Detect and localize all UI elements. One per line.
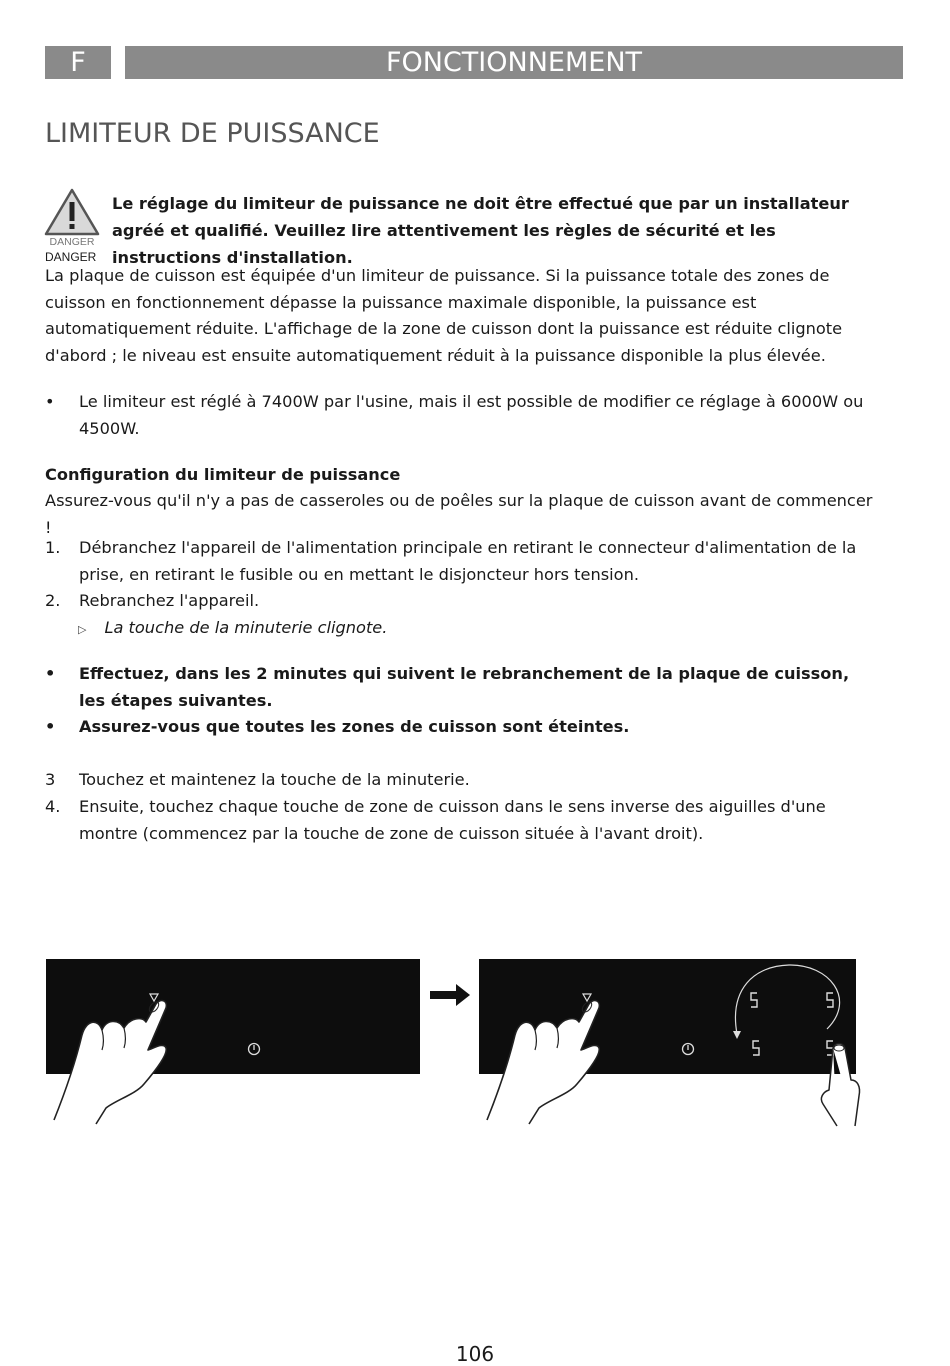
- bullet-text: Le limiteur est réglé à 7400W par l'usine, mais il est possible de modifier ce réglage à 6000W ou 4500W.: [79, 392, 864, 438]
- step-text: Débranchez l'appareil de l'alimentation principale en retirant le connecteur d'alimentation de la prise, en retirant le fusible ou en mettant le disjoncteur hors tension.: [79, 538, 857, 584]
- danger-icon-label: DANGER: [49, 236, 95, 248]
- config-text: Assurez-vous qu'il n'y a pas de casseroles ou de poêles sur la plaque de cuisson avant de commencer !: [45, 491, 873, 537]
- hand-right-icon: [479, 990, 619, 1130]
- step-number: 2.: [45, 591, 61, 610]
- bullet-marker: •: [45, 664, 56, 683]
- header-lang-tab: F: [45, 46, 111, 79]
- step-text: Rebranchez l'appareil.: [79, 591, 260, 610]
- bullet-marker: •: [45, 717, 56, 736]
- hand-zone-icon: [815, 1040, 865, 1130]
- step-result: [78, 615, 387, 644]
- hand-left-icon: [46, 990, 186, 1130]
- page-number: 106: [455, 1342, 495, 1366]
- danger-icon: [44, 188, 100, 248]
- result-arrow-icon: ▷: [78, 623, 87, 636]
- intro-paragraph: La plaque de cuisson est équipée d'un limiteur de puissance. Si la puissance totale des zones de cuisson en fonctionnement dépasse la puissance maximale disponible, la puissance est automatiquement réduite. L'affichage de la zone de cuisson dont la puissance est réduite clignote d'abord ; le niveau est ensuite automatiquement réduit à la puissance disponible la plus élevée.: [45, 266, 843, 365]
- danger-warning: Le réglage du limiteur de puissance ne doit être effectué que par un installateur agréé et qualifié. Veuillez lire attentivement les règles de sécurité et les instructions d'installation.: [112, 194, 849, 267]
- step-1: [45, 535, 875, 588]
- step-2: [45, 588, 875, 615]
- step-number: 3: [45, 770, 56, 789]
- result-text: La touche de la minuterie clignote.: [104, 618, 388, 637]
- bold-bullet-2: [45, 714, 875, 741]
- step-3: [45, 767, 875, 794]
- step-text: Ensuite, touchez chaque touche de zone de cuisson dans le sens inverse des aiguilles d'une montre (commencez par la touche de zone de cuisson située à l'avant droit).: [79, 797, 826, 843]
- step-number: 4.: [45, 797, 61, 816]
- header-title: FONCTIONNEMENT: [125, 46, 903, 79]
- step-4: [45, 794, 875, 847]
- bullet-marker: •: [45, 392, 55, 411]
- bullet-text: Effectuez, dans les 2 minutes qui suivent le rebranchement de la plaque de cuisson, les étapes suivantes.: [79, 664, 850, 710]
- section-title: LIMITEUR DE PUISSANCE: [45, 118, 380, 149]
- right-arrow-icon: [430, 984, 470, 1006]
- bullet-limiter: [45, 389, 875, 442]
- step-text: Touchez et maintenez la touche de la minuterie.: [79, 770, 470, 789]
- step-number: 1.: [45, 538, 61, 557]
- bold-bullet-1: [45, 661, 875, 714]
- config-heading: Configuration du limiteur de puissance: [45, 465, 401, 484]
- danger-caption: DANGER: [45, 250, 97, 264]
- bullet-text: Assurez-vous que toutes les zones de cuisson sont éteintes.: [79, 717, 630, 736]
